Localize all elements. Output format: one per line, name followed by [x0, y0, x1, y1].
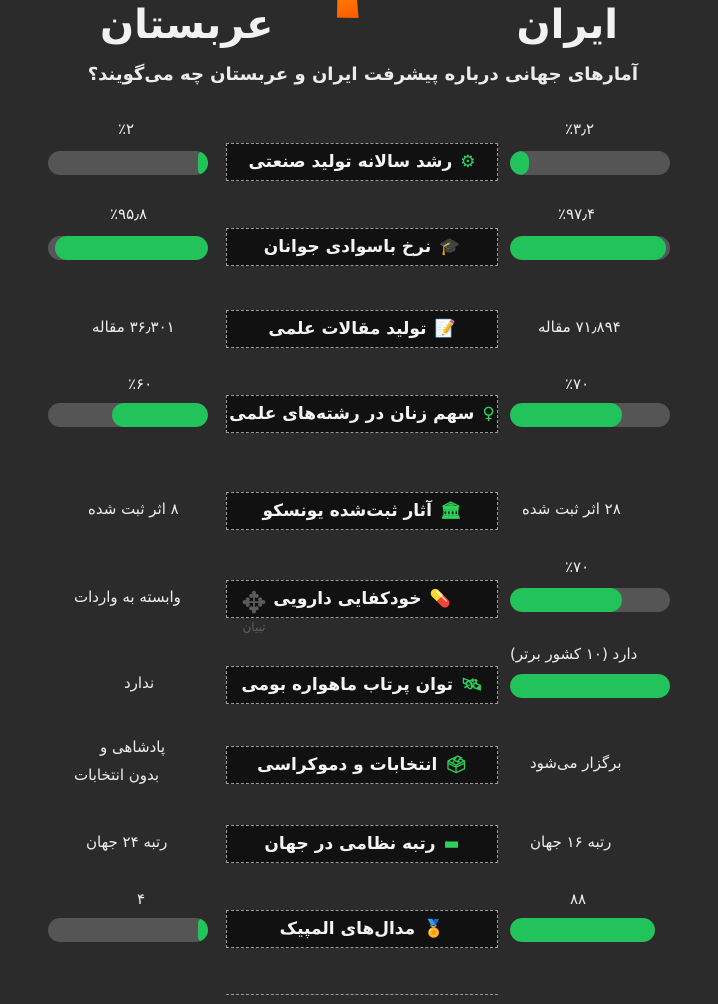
- left-value: ٪۲: [118, 120, 135, 138]
- stat-label-box: [226, 395, 498, 433]
- right-bar: [510, 236, 670, 260]
- stat-label-box: [226, 825, 498, 863]
- stat-row-democracy: [0, 738, 718, 786]
- left-value: ۸ اثر ثبت شده: [88, 500, 179, 518]
- stat-label-box: [226, 228, 498, 266]
- accent-flame-icon: [327, 0, 369, 28]
- stat-label: رتبه نظامی در جهان: [264, 834, 436, 854]
- stat-label: توان پرتاب ماهواره بومی: [241, 675, 454, 695]
- left-bar: [48, 403, 208, 427]
- left-bar: [48, 236, 208, 260]
- stat-label: آثار ثبت‌شده یونسکو: [262, 501, 432, 521]
- graduation-cap-icon: 🎓: [439, 237, 461, 257]
- left-value: ۴: [137, 890, 146, 908]
- stat-label-box: [226, 310, 498, 348]
- tank-icon: ▬: [443, 834, 460, 854]
- left-bar: [48, 151, 208, 175]
- stat-row-literacy: [0, 228, 718, 268]
- right-value: ٪۳٫۲: [565, 120, 595, 138]
- stat-label: خودکفایی دارویی: [273, 589, 422, 609]
- right-bar-fill: [510, 918, 655, 942]
- left-value: ٪۶۰: [128, 375, 153, 393]
- page-subtitle: آمارهای جهانی درباره پیشرفت ایران و عربستان چه می‌گویند؟: [87, 64, 638, 85]
- stat-label: نرخ باسوادی جوانان: [263, 237, 432, 257]
- country-title-iran: ایران: [516, 2, 618, 48]
- country-title-saudi: عربستان: [100, 2, 274, 48]
- tebyan-logo-icon: ✥: [241, 586, 267, 621]
- stat-row-satellite: [0, 666, 718, 706]
- right-value: ۲۸ اثر ثبت شده: [522, 500, 621, 518]
- museum-icon: 🏛: [439, 501, 462, 521]
- stat-label: تولید مقالات علمی: [268, 319, 427, 339]
- stat-label-box: [226, 746, 498, 784]
- watermark-text: تبیان: [242, 620, 266, 634]
- left-bar-fill: [55, 236, 208, 260]
- woman-icon: ♀: [482, 404, 495, 424]
- stat-label: مدال‌های المپیک: [279, 919, 416, 939]
- left-bar-fill: [198, 151, 208, 175]
- stat-label-box: [226, 666, 498, 704]
- stat-row-pharma: [0, 580, 718, 620]
- left-bar-fill: [112, 403, 208, 427]
- stat-row-unesco: [0, 492, 718, 532]
- right-value: برگزار می‌شود: [530, 754, 622, 772]
- stat-row-military: [0, 825, 718, 865]
- stat-label: سهم زنان در رشته‌های علمی: [229, 404, 475, 424]
- document-pen-icon: 📝: [434, 319, 456, 339]
- right-bar: [510, 674, 670, 698]
- left-value-line1: پادشاهی و: [100, 738, 165, 756]
- left-value-line2: بدون انتخابات: [74, 766, 160, 784]
- left-value: ۳۶٫۳۰۱ مقاله: [92, 318, 175, 336]
- right-bar-fill: [510, 236, 666, 260]
- left-value: ندارد: [124, 674, 155, 692]
- gear-conveyor-icon: ⚙: [460, 152, 476, 172]
- tebyan-watermark: [232, 588, 276, 638]
- next-row-box-partial: [226, 994, 498, 1004]
- left-bar: [48, 918, 208, 942]
- right-value: دارد (۱۰ کشور برتر): [510, 645, 638, 663]
- left-value: ٪۹۵٫۸: [110, 205, 148, 223]
- stat-row-articles: [0, 310, 718, 350]
- stat-label-box: [226, 143, 498, 181]
- stat-label: انتخابات و دموکراسی: [257, 755, 438, 775]
- right-value: ۷۱٫۸۹۴ مقاله: [538, 318, 621, 336]
- right-bar-fill: [510, 588, 622, 612]
- left-value: رتبه ۲۴ جهان: [86, 833, 168, 851]
- stat-label-box: [226, 492, 498, 530]
- stat-label: رشد سالانه تولید صنعتی: [248, 152, 453, 172]
- right-value: ٪۹۷٫۴: [558, 205, 596, 223]
- right-bar: [510, 588, 670, 612]
- pills-icon: 💊: [429, 589, 451, 609]
- ballot-box-icon: 🗳: [445, 755, 467, 775]
- right-value: ٪۷۰: [565, 558, 590, 576]
- right-bar-fill: [510, 151, 529, 175]
- satellite-icon: 🛰: [461, 675, 483, 695]
- stat-row-olympics: [0, 910, 718, 950]
- left-bar-fill: [198, 918, 208, 942]
- stat-label-box: [226, 910, 498, 948]
- right-value: رتبه ۱۶ جهان: [530, 833, 612, 851]
- right-value: ٪۷۰: [565, 375, 590, 393]
- right-bar-fill: [510, 674, 670, 698]
- stat-row-women-science: [0, 395, 718, 435]
- right-bar-fill: [510, 403, 622, 427]
- right-bar: [510, 918, 655, 942]
- right-value: ۸۸: [570, 890, 587, 908]
- right-bar: [510, 151, 670, 175]
- left-value: وابسته به واردات: [74, 588, 181, 606]
- right-bar: [510, 403, 670, 427]
- stat-row-industry: [0, 143, 718, 183]
- medal-icon: 🏅: [423, 919, 445, 939]
